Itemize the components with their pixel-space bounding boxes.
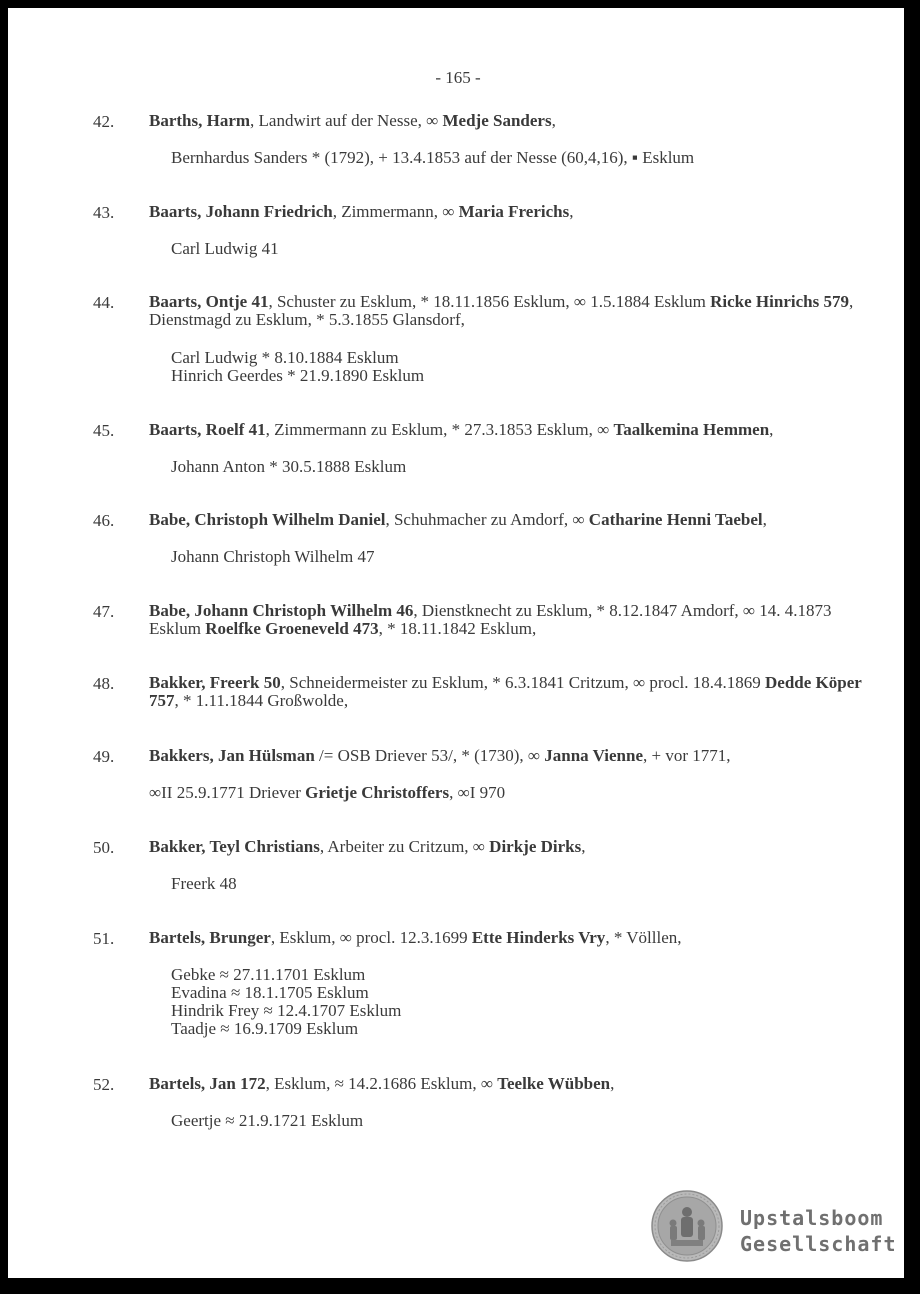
child-line: Bernhardus Sanders * (1792), + 13.4.1853 auf der Nesse (60,4,16), ▪ Esklum <box>171 148 695 167</box>
person-name: Baarts, Roelf 41 <box>149 420 266 439</box>
entry-text: , Arbeiter zu Critzum, ∞ <box>319 837 490 856</box>
person-name: Medje Sanders <box>442 111 552 130</box>
child-line: Gebke ≈ 27.11.1701 Esklum <box>171 965 366 984</box>
child-line: Johann Anton * 30.5.1888 Esklum <box>171 457 407 476</box>
entry-text: , <box>569 202 574 221</box>
entry-number: 44. <box>93 293 115 312</box>
entry-text: , <box>769 420 774 439</box>
entry-children <box>171 458 871 476</box>
entry-text: , * 1.11.1844 Großwolde, <box>174 691 349 710</box>
entry-number: 52. <box>93 1075 115 1094</box>
person-name: Bakker, Freerk 50 <box>149 673 281 692</box>
entry-number: 50. <box>93 838 115 857</box>
person-name: Baarts, Ontje 41 <box>149 292 269 311</box>
entry-number: 43. <box>93 203 115 222</box>
logo-line-1: Upstalsboom <box>740 1206 884 1230</box>
page-number: - 165 - <box>435 68 481 87</box>
entry-head <box>149 929 869 947</box>
person-name: Grietje Christoffers <box>305 783 450 802</box>
society-logo <box>740 1205 897 1257</box>
entry-head <box>149 674 869 710</box>
entry-text: , Schuhmacher zu Amdorf, ∞ <box>385 510 589 529</box>
person-name: Dirkje Dirks <box>489 837 582 856</box>
seal-icon <box>651 1190 723 1262</box>
entry-text: , Dienstknecht zu Esklum, * 8.12.1847 Amdorf, ∞ 14. 4.1873 Esklum <box>149 601 832 638</box>
entry-children <box>171 349 871 385</box>
entry-number: 46. <box>93 511 115 530</box>
child-line: Carl Ludwig * 8.10.1884 Esklum <box>171 348 399 367</box>
entry-text: , <box>551 111 556 130</box>
person-name: Bakker, Teyl Christians <box>149 837 320 856</box>
entry-number: 47. <box>93 602 115 621</box>
entry-text: , + vor 1771, <box>643 746 731 765</box>
person-name: Babe, Christoph Wilhelm Daniel <box>149 510 386 529</box>
entry-second-marriage <box>149 784 849 802</box>
entry-head <box>149 112 869 130</box>
entry-text: /= OSB Driever 53/, * (1730), ∞ <box>314 746 545 765</box>
person-name: Babe, Johann Christoph Wilhelm 46 <box>149 601 414 620</box>
person-name: Barths, Harm <box>149 111 251 130</box>
entry-text: , * 18.11.1842 Esklum, <box>378 619 537 638</box>
child-line: Carl Ludwig 41 <box>171 239 279 258</box>
entry-children <box>171 548 871 566</box>
entry-text: , Esklum, ∞ procl. 12.3.1699 <box>270 928 472 947</box>
entry-head <box>149 203 869 221</box>
entry-text: , Esklum, ≈ 14.2.1686 Esklum, ∞ <box>265 1074 498 1093</box>
entry-text: , * Völllen, <box>605 928 682 947</box>
person-name: Bartels, Brunger <box>149 928 271 947</box>
entry-number: 48. <box>93 674 115 693</box>
entry-number: 45. <box>93 421 115 440</box>
person-name: Roelfke Groeneveld 473 <box>205 619 379 638</box>
person-name: Ette Hinderks Vry <box>471 928 606 947</box>
entry-children <box>171 875 871 893</box>
child-line: Evadina ≈ 18.1.1705 Esklum <box>171 983 369 1002</box>
entry-text: ∞II 25.9.1771 Driever <box>149 783 306 802</box>
entry-head <box>149 1075 869 1093</box>
entry-number: 42. <box>93 112 115 131</box>
child-line: Johann Christoph Wilhelm 47 <box>171 547 375 566</box>
person-name: Bakkers, Jan Hülsman <box>149 746 315 765</box>
child-line: Taadje ≈ 16.9.1709 Esklum <box>171 1019 359 1038</box>
entry-head <box>149 293 869 329</box>
entry-number: 51. <box>93 929 115 948</box>
entry-text: , Zimmermann, ∞ <box>332 202 459 221</box>
entry-head <box>149 747 869 765</box>
person-name: Catharine Henni Taebel <box>588 510 763 529</box>
person-name: Baarts, Johann Friedrich <box>149 202 333 221</box>
entry-text: , <box>762 510 767 529</box>
entry-head <box>149 421 869 439</box>
entry-text: , <box>581 837 586 856</box>
person-name: Ricke Hinrichs 579 <box>710 292 849 311</box>
child-line: Hindrik Frey ≈ 12.4.1707 Esklum <box>171 1001 402 1020</box>
entry-text: , ∞I 970 <box>449 783 506 802</box>
person-name: Maria Frerichs <box>458 202 570 221</box>
person-name: Taalkemina Hemmen <box>613 420 770 439</box>
entry-number: 49. <box>93 747 115 766</box>
document-page <box>8 8 908 1282</box>
child-line: Hinrich Geerdes * 21.9.1890 Esklum <box>171 366 425 385</box>
entry-head <box>149 602 869 638</box>
person-name: Bartels, Jan 172 <box>149 1074 266 1093</box>
person-name: Janna Vienne <box>544 746 643 765</box>
entry-text: , Zimmermann zu Esklum, * 27.3.1853 Esklum, ∞ <box>265 420 614 439</box>
entry-text: , <box>610 1074 615 1093</box>
entry-children <box>171 966 871 1038</box>
entry-children <box>171 240 871 258</box>
entry-children <box>171 1112 871 1130</box>
entry-text: , Schneidermeister zu Esklum, * 6.3.1841 Critzum, ∞ procl. 18.4.1869 <box>280 673 766 692</box>
person-name: Dedde Köper 757 <box>149 673 862 710</box>
entry-head <box>149 511 869 529</box>
child-line: Geertje ≈ 21.9.1721 Esklum <box>171 1111 364 1130</box>
logo-line-2: Gesellschaft <box>740 1232 897 1256</box>
entry-head <box>149 838 869 856</box>
entry-text: , Landwirt auf der Nesse, ∞ <box>250 111 443 130</box>
child-line: Freerk 48 <box>171 874 237 893</box>
entry-text: , Schuster zu Esklum, * 18.11.1856 Esklum, ∞ 1.5.1884 Esklum <box>268 292 711 311</box>
person-name: Teelke Wübben <box>497 1074 611 1093</box>
entry-children <box>171 149 871 167</box>
entry-text: , Dienstmagd zu Esklum, * 5.3.1855 Glansdorf, <box>149 292 854 329</box>
